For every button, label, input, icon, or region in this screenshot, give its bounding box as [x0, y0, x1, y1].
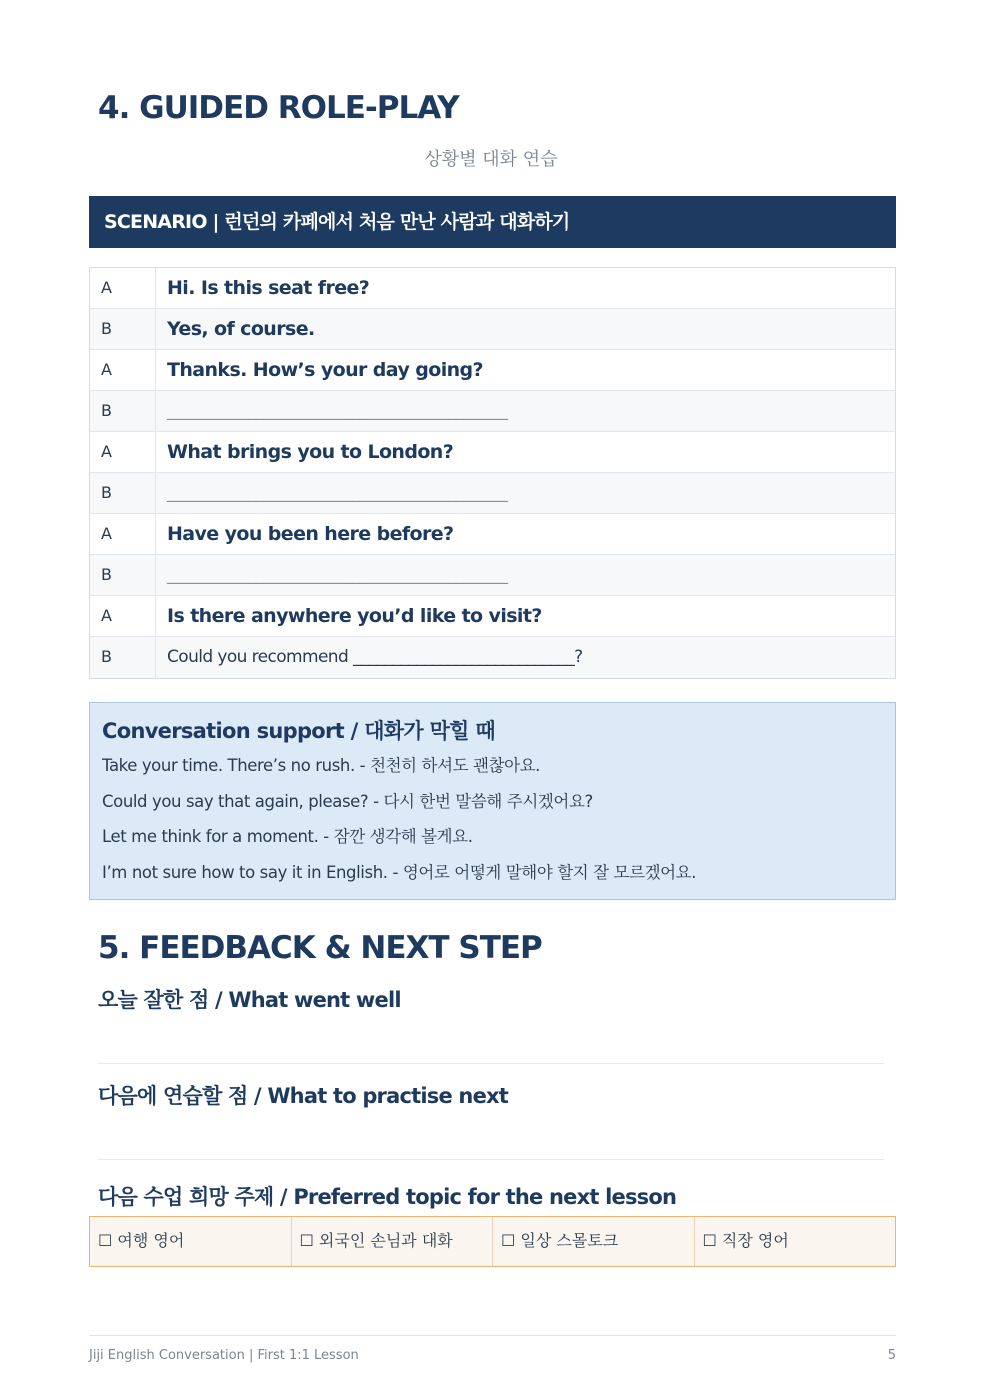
scenario-banner: SCENARIO | 런던의 카페에서 처음 만난 사람과 대화하기 [89, 196, 896, 248]
footer-text: Jiji English Conversation | First 1:1 Lesson [89, 1348, 359, 1363]
topic-checkbox-business[interactable]: ☐ 직장 영어 [702, 1231, 789, 1250]
speaker-label: B [90, 473, 156, 513]
dialog-row [90, 473, 895, 514]
answer-blank: ______________________________________________ [167, 401, 508, 420]
topic-checkbox-foreign-guests[interactable]: ☐ 외국인 손님과 대화 [292, 1217, 494, 1266]
answer-blank: ______________________________________________ [167, 483, 508, 502]
went-well-heading: 오늘 잘한 점 / What went well [98, 988, 401, 1012]
dialog-row [90, 514, 895, 555]
support-phrase: I’m not sure how to say it in English. - 영어로 어떻게 말해야 할지 잘 모르겠어요. [102, 862, 697, 882]
speaker-label: B [90, 309, 156, 349]
section-title: 4. GUIDED ROLE-PLAY [98, 90, 459, 126]
speaker-label: A [90, 350, 156, 390]
support-phrase: Take your time. There’s no rush. - 천천히 하셔도 괜찮아요. [102, 756, 540, 775]
speaker-label: B [90, 637, 156, 678]
dialog-table [89, 267, 896, 679]
speaker-label: B [90, 555, 156, 595]
divider [98, 1063, 884, 1064]
dialog-row [90, 309, 895, 350]
dialog-row [90, 637, 895, 678]
dialog-line: Could you recommend ____________________________? [167, 647, 583, 667]
dialog-row [90, 596, 895, 637]
dialog-line: What brings you to London? [167, 441, 454, 463]
support-title: Conversation support / 대화가 막힐 때 [102, 719, 495, 743]
divider [98, 1159, 884, 1160]
footer-divider [89, 1335, 896, 1336]
support-phrase: Could you say that again, please? - 다시 한번 말씀해 주시겠어요? [102, 791, 593, 811]
dialog-line: Thanks. How’s your day going? [167, 359, 483, 381]
conversation-support-box [89, 702, 896, 900]
speaker-label: A [90, 432, 156, 472]
speaker-label: B [90, 391, 156, 431]
dialog-row [90, 432, 895, 473]
practise-next-heading: 다음에 연습할 점 / What to practise next [98, 1084, 509, 1108]
dialog-line: Is there anywhere you’d like to visit? [167, 605, 542, 627]
dialog-line: Hi. Is this seat free? [167, 277, 370, 299]
page-number: 5 [887, 1348, 896, 1363]
section-subtitle: 상황별 대화 연습 [424, 149, 558, 170]
preferred-topic-heading: 다음 수업 희망 주제 / Preferred topic for the next lesson [98, 1185, 677, 1209]
speaker-label: A [90, 268, 156, 308]
dialog-line: Have you been here before? [167, 523, 454, 545]
answer-blank: ______________________________________________ [167, 565, 508, 584]
dialog-row [90, 555, 895, 596]
topic-options [89, 1216, 896, 1267]
dialog-row [90, 350, 895, 391]
speaker-label: A [90, 596, 156, 636]
speaker-label: A [90, 514, 156, 554]
dialog-line: Yes, of course. [167, 318, 315, 340]
feedback-section-title: 5. FEEDBACK & NEXT STEP [98, 930, 542, 966]
dialog-row [90, 391, 895, 432]
topic-checkbox-small-talk[interactable]: ☐ 일상 스몰토크 [493, 1217, 695, 1266]
topic-checkbox-travel[interactable]: ☐ 여행 영어 [90, 1217, 292, 1266]
dialog-row [90, 268, 895, 309]
support-phrase: Let me think for a moment. - 잠깐 생각해 볼게요. [102, 827, 473, 846]
